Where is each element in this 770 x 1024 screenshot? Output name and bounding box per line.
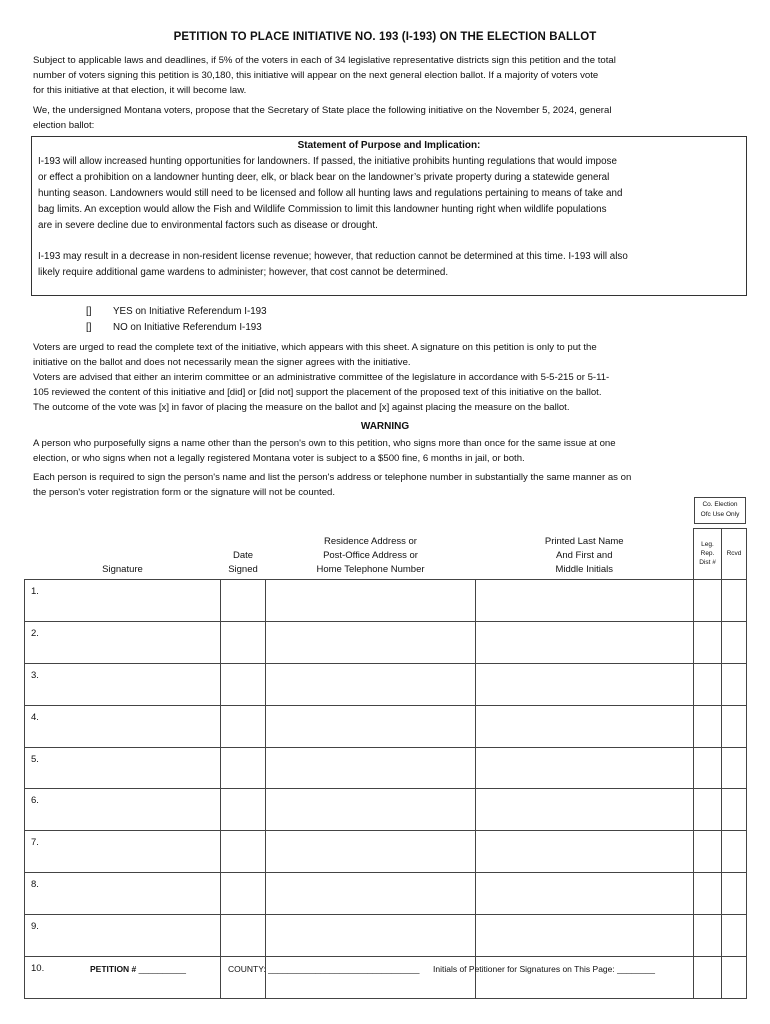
address-cell[interactable] [266,831,476,873]
address-cell[interactable] [266,705,476,747]
row-number: 2. [31,627,39,639]
requirement-paragraph [33,470,738,500]
statement-line: I-193 will allow increased hunting opportunities for landowners. If passed, the initiative prohibits hunting regulations that would impose [38,156,617,167]
office-use-label [694,497,746,524]
signature-cell[interactable] [25,705,221,747]
statement-box [31,136,747,296]
row-number: 1. [31,586,39,597]
signature-row [25,915,747,957]
signature-cell[interactable] [25,957,221,999]
date-header-line: Signed [228,564,258,575]
printed-name-cell[interactable] [476,705,694,747]
statement-line: I-193 may result in a decrease in non-resident license revenue; however, that reduction cannot be determined at this time. I-193 will also [38,251,628,262]
yes-option-label: YES on Initiative Referendum I-193 [113,306,267,317]
notice-paragraph [33,340,738,415]
signature-row [25,621,747,663]
row-number: 3. [31,669,39,681]
address-header-line: Post-Office Address or [323,550,418,561]
printed-name-cell[interactable] [476,663,694,705]
address-cell[interactable] [266,957,476,999]
row-number: 5. [31,753,39,765]
office-use-line: Co. Election [702,501,738,508]
signature-row [25,705,747,747]
received-cell [722,580,747,622]
leg-district-cell [694,831,722,873]
signature-cell[interactable] [25,663,221,705]
date-signed-cell[interactable] [221,621,266,663]
warning-line: election, or who signs when not a legally registered Montana voter is subject to a $500 fine, 6 months in jail, or both. [33,453,525,464]
statement-line: hunting season. Landowners would still need to be licensed and follow all hunting laws and regulations pertaining to means of take and [38,188,623,199]
date-signed-cell[interactable] [221,705,266,747]
printed-name-cell[interactable] [476,621,694,663]
leg-district-cell [694,789,722,831]
address-cell[interactable] [266,747,476,789]
date-signed-cell[interactable] [221,873,266,915]
requirement-line: the person's voter registration form or the signature will not be counted. [33,487,336,498]
signature-row [25,873,747,915]
signature-cell[interactable] [25,747,221,789]
leg-district-cell [694,957,722,999]
received-cell [722,789,747,831]
date-column-header [221,529,266,580]
leg-district-cell [694,663,722,705]
page-title: PETITION TO PLACE INITIATIVE NO. 193 (I-193) ON THE ELECTION BALLOT [173,31,597,43]
row-number: 8. [31,879,39,891]
notice-line: Voters are advised that either an interim committee or an administrative committee of the legislature in accordance with 5-5-215 or 5-11- [33,372,610,383]
row-number: 10. [31,963,45,975]
intro-line: number of voters signing this petition is 30,180, this initiative will appear on the next general election ballot. If a majority of voters vote [33,70,599,81]
notice-line: The outcome of the vote was [x] in favor of placing the measure on the ballot and [x] against placing the measure on the ballot. [33,402,570,413]
leg-header-line: Leg. [701,540,714,548]
printed-name-cell[interactable] [476,789,694,831]
signature-cell[interactable] [25,873,221,915]
printed-name-cell[interactable] [476,831,694,873]
date-signed-cell[interactable] [221,663,266,705]
signature-cell[interactable] [25,915,221,957]
warning-paragraph [33,436,738,466]
address-column-header [266,529,476,580]
notice-line: initiative on the ballot and does not necessarily mean the signer agrees with the initiative. [33,357,411,368]
address-cell[interactable] [266,621,476,663]
address-header-line: Residence Address or [324,536,417,547]
warning-line: A person who purposefully signs a name other than the person's own to this petition, who signs more than once for the same issue at one [33,438,616,449]
row-number: 6. [31,795,39,807]
petitioner-initials-field[interactable]: Initials of Petitioner for Signatures on This Page: ________ [433,964,655,974]
notice-line: Voters are urged to read the complete text of the initiative, which appears with this sheet. A signature on this petition is only to put the [33,342,597,353]
proposal-paragraph [33,103,738,133]
date-signed-cell[interactable] [221,957,266,999]
statement-paragraph-2 [38,249,742,281]
received-cell [722,831,747,873]
intro-paragraph [33,53,738,98]
warning-heading: WARNING [360,421,410,432]
date-header-line: Date [232,550,254,561]
signature-row [25,789,747,831]
leg-district-cell [694,873,722,915]
name-header-line: Middle Initials [555,564,614,575]
received-header-text: Rcvd [726,549,742,557]
row-number: 7. [31,837,39,849]
no-option-label: NO on Initiative Referendum I-193 [113,322,262,333]
signature-cell[interactable] [25,789,221,831]
date-signed-cell[interactable] [221,915,266,957]
signature-column-header [25,529,221,580]
office-use-line: Ofc Use Only [700,511,740,518]
statement-paragraph-1 [38,154,742,234]
received-cell [722,621,747,663]
signature-cell[interactable] [25,580,221,622]
signature-row [25,580,747,622]
leg-district-cell [694,580,722,622]
row-number: 9. [31,921,39,933]
statement-line: are in severe decline due to environmental factors such as disease or drought. [38,220,378,231]
date-signed-cell[interactable] [221,747,266,789]
received-cell [722,957,747,999]
signature-cell[interactable] [25,831,221,873]
printed-name-cell[interactable] [476,873,694,915]
statement-line: likely require additional game wardens to administer; however, that cost cannot be determined. [38,267,449,278]
name-header-line: Printed Last Name [544,536,624,547]
printed-name-cell[interactable] [476,957,694,999]
signature-table [24,528,747,999]
petition-number-field[interactable] [90,964,186,974]
row-number: 4. [31,711,39,723]
name-column-header [476,529,694,580]
received-cell [722,873,747,915]
address-header-line: Home Telephone Number [316,564,425,575]
address-cell[interactable] [266,873,476,915]
address-cell[interactable] [266,915,476,957]
statement-line: bag limits. An exception would allow the Fish and Wildlife Commission to limit this landowner hunting right when wildlife populations [38,204,607,215]
signature-row [25,831,747,873]
signature-cell[interactable] [25,621,221,663]
received-cell [722,915,747,957]
leg-district-cell [694,705,722,747]
signature-row [25,663,747,705]
leg-district-cell [694,747,722,789]
notice-line: 105 reviewed the content of this initiative and [did] or [did not] support the placement of the proposed text of this initiative on the ballot. [33,387,602,398]
received-cell [722,747,747,789]
printed-name-cell[interactable] [476,747,694,789]
date-signed-cell[interactable] [221,580,266,622]
proposal-line: We, the undersigned Montana voters, propose that the Secretary of State place the following initiative on the November 5, 2024, general [33,105,612,116]
requirement-line: Each person is required to sign the person's name and list the person's address or telephone number in substantially the same manner as on [33,472,632,483]
leg-header-line: Dist # [699,558,716,566]
county-field[interactable]: COUNTY: ________________________________ [228,964,420,974]
leg-district-cell [694,915,722,957]
date-signed-cell[interactable] [221,831,266,873]
printed-name-cell[interactable] [476,915,694,957]
received-cell [722,663,747,705]
signature-header-text: Signature [102,564,143,575]
address-cell[interactable] [266,789,476,831]
signature-row [25,747,747,789]
proposal-line: election ballot: [33,120,95,131]
received-cell [722,705,747,747]
received-column-header [722,529,747,580]
date-signed-cell[interactable] [221,789,266,831]
leg-district-column-header [694,529,722,580]
leg-district-cell [694,621,722,663]
intro-line: for this initiative at that election, it will become law. [33,85,247,96]
name-header-line: And First and [556,550,613,561]
yes-checkbox[interactable]: [] [86,306,92,317]
statement-line: or effect a prohibition on a landowner hunting deer, elk, or black bear on the landowner’s private property during a statewide general [38,172,610,183]
petition-number-label: PETITION # [90,964,137,974]
no-checkbox[interactable]: [] [86,322,92,333]
address-cell[interactable] [266,580,476,622]
signature-row [25,957,747,999]
leg-header-line: Rep. [700,549,715,557]
address-cell[interactable] [266,663,476,705]
printed-name-cell[interactable] [476,580,694,622]
intro-line: Subject to applicable laws and deadlines, if 5% of the voters in each of 34 legislative representative districts sign this petition and the total [33,55,616,66]
petition-number-blank[interactable]: __________ [138,964,186,974]
statement-heading: Statement of Purpose and Implication: [297,140,481,151]
